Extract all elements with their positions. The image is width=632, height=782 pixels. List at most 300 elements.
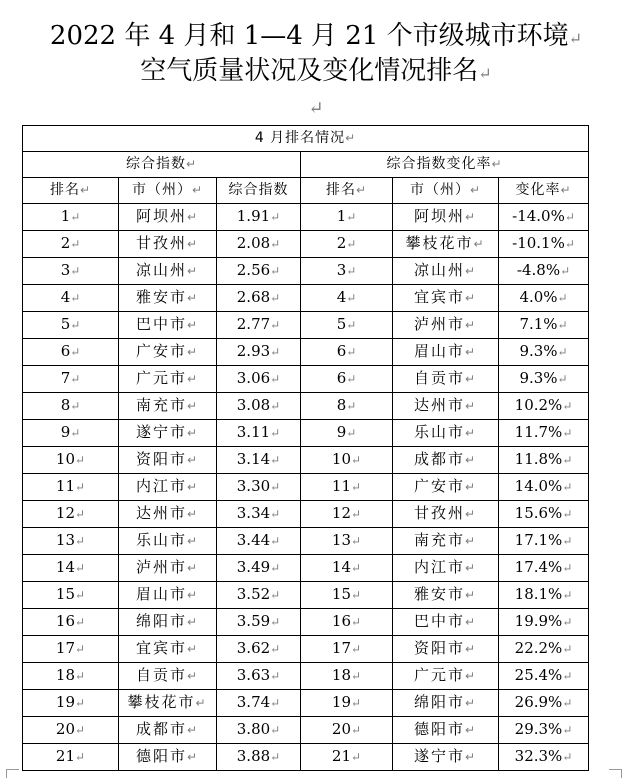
cell-rank[interactable]: [23, 285, 119, 312]
cell-text: 26.9%: [514, 693, 563, 711]
cell-text: 3.08: [236, 396, 271, 414]
cell-change-rate[interactable]: [499, 582, 589, 609]
table-row: [23, 690, 589, 717]
cell-change-city[interactable]: [393, 609, 499, 636]
cell-change-rate[interactable]: [499, 339, 589, 366]
cell-end-mark-icon: ↵: [186, 642, 200, 656]
cell-end-mark-icon: ↵: [186, 534, 200, 548]
cell-change-city[interactable]: [393, 582, 499, 609]
cell-change-rate[interactable]: [499, 393, 589, 420]
cell-end-mark-icon: ↵: [270, 750, 281, 764]
cell-text: 雅安市: [413, 585, 465, 603]
cell-end-mark-icon: ↵: [270, 399, 281, 413]
cell-change-rank[interactable]: [301, 231, 393, 258]
cell-end-mark-icon: ↵: [75, 534, 86, 548]
cell-change-rate[interactable]: [499, 555, 589, 582]
cell-end-mark-icon: ↵: [562, 669, 573, 683]
cell-change-rank[interactable]: [301, 474, 393, 501]
cell-text: 2.77: [236, 315, 271, 333]
cell-end-mark-icon: ↵: [186, 264, 200, 278]
group-header-change-rate[interactable]: [301, 152, 589, 178]
cell-end-mark-icon: ↵: [75, 507, 86, 521]
col-header-text: 市（州）: [131, 182, 192, 198]
cell-rank[interactable]: [23, 204, 119, 231]
cell-change-rank[interactable]: [301, 285, 393, 312]
cell-change-rate[interactable]: [499, 231, 589, 258]
cell-text: 21: [331, 747, 352, 765]
cell-city[interactable]: [119, 339, 217, 366]
cell-end-mark-icon: ↵: [560, 183, 572, 197]
cell-index[interactable]: [217, 366, 301, 393]
cell-end-mark-icon: ↵: [351, 588, 362, 602]
cell-text: 9.3%: [519, 342, 558, 360]
cell-rank[interactable]: [23, 474, 119, 501]
cell-text: 19.9%: [514, 612, 563, 630]
cell-index[interactable]: [217, 474, 301, 501]
cell-text: 11: [331, 477, 352, 495]
cell-change-rank[interactable]: [301, 744, 393, 771]
cell-change-rank[interactable]: [301, 582, 393, 609]
cell-index[interactable]: [217, 420, 301, 447]
cell-text: 南充市: [135, 396, 187, 414]
cell-end-mark-icon: ↵: [270, 561, 281, 575]
cell-text: 3.88: [236, 747, 271, 765]
cell-text: 11.7%: [514, 423, 563, 441]
cell-end-mark-icon: ↵: [186, 237, 200, 251]
cell-text: 13: [55, 531, 76, 549]
cell-text: 21: [55, 747, 76, 765]
cell-change-city[interactable]: [393, 501, 499, 528]
cell-text: 14: [331, 558, 352, 576]
cell-text: 乐山市: [413, 423, 465, 441]
table-column-header-row: [23, 178, 589, 204]
cell-end-mark-icon: ↵: [346, 210, 357, 224]
table-row: [23, 393, 589, 420]
cell-text: 泸州市: [135, 558, 187, 576]
cell-end-mark-icon: ↵: [346, 237, 357, 251]
cell-end-mark-icon: ↵: [186, 318, 200, 332]
cell-end-mark-icon: ↵: [464, 534, 478, 548]
cell-index[interactable]: [217, 393, 301, 420]
cell-text: 2.68: [236, 288, 271, 306]
cell-end-mark-icon: ↵: [464, 615, 478, 629]
cell-change-city[interactable]: [393, 555, 499, 582]
cell-text: 6: [336, 342, 347, 360]
cell-city[interactable]: [119, 717, 217, 744]
cell-change-rank[interactable]: [301, 555, 393, 582]
cell-index[interactable]: [217, 447, 301, 474]
cell-rank[interactable]: [23, 231, 119, 258]
cell-end-mark-icon: ↵: [345, 131, 357, 145]
cell-change-rank[interactable]: [301, 717, 393, 744]
cell-change-city[interactable]: [393, 285, 499, 312]
cell-rank[interactable]: [23, 690, 119, 717]
cell-index[interactable]: [217, 690, 301, 717]
cell-change-rank[interactable]: [301, 339, 393, 366]
cell-end-mark-icon: ↵: [351, 669, 362, 683]
cell-change-rate[interactable]: [499, 420, 589, 447]
cell-change-city[interactable]: [393, 420, 499, 447]
cell-rank[interactable]: [23, 609, 119, 636]
cell-text: 22.2%: [514, 639, 563, 657]
cell-index[interactable]: [217, 501, 301, 528]
table-group-header-row: [23, 152, 589, 178]
table-row: [23, 420, 589, 447]
cell-text: 3.59: [236, 612, 271, 630]
cell-end-mark-icon: ↵: [270, 669, 281, 683]
cell-end-mark-icon: ↵: [270, 345, 281, 359]
cell-text: 达州市: [135, 504, 187, 522]
cell-change-rate[interactable]: [499, 258, 589, 285]
cell-end-mark-icon: ↵: [75, 561, 86, 575]
cell-end-mark-icon: ↵: [564, 237, 575, 251]
cell-end-mark-icon: ↵: [351, 696, 362, 710]
cell-rank[interactable]: [23, 528, 119, 555]
cell-rank[interactable]: [23, 393, 119, 420]
col-header-text: 综合指数: [228, 182, 289, 198]
cell-change-city[interactable]: [393, 636, 499, 663]
cell-text: -14.0%: [512, 207, 565, 225]
table-row: [23, 366, 589, 393]
cell-text: 达州市: [413, 396, 465, 414]
cell-index[interactable]: [217, 663, 301, 690]
cell-city[interactable]: [119, 609, 217, 636]
cell-city[interactable]: [119, 663, 217, 690]
table-row: [23, 204, 589, 231]
cell-city[interactable]: [119, 285, 217, 312]
cell-city[interactable]: [119, 258, 217, 285]
cell-rank[interactable]: [23, 501, 119, 528]
cell-change-rank[interactable]: [301, 609, 393, 636]
cell-change-rate[interactable]: [499, 690, 589, 717]
cell-end-mark-icon: ↵: [346, 318, 357, 332]
cell-text: 5: [336, 315, 347, 333]
cell-change-rate[interactable]: [499, 366, 589, 393]
col-header-city[interactable]: [119, 178, 217, 204]
cell-end-mark-icon: ↵: [270, 588, 281, 602]
cell-text: 绵阳市: [135, 612, 187, 630]
cell-text: 3.14: [236, 450, 271, 468]
cell-end-mark-icon: ↵: [562, 561, 573, 575]
cell-change-rate[interactable]: [499, 717, 589, 744]
cell-change-rank[interactable]: [301, 447, 393, 474]
cell-change-rank[interactable]: [301, 528, 393, 555]
cell-end-mark-icon: ↵: [557, 318, 568, 332]
cell-text: 13: [331, 531, 352, 549]
cell-change-rank[interactable]: [301, 420, 393, 447]
cell-text: 15.6%: [514, 504, 563, 522]
cell-end-mark-icon: ↵: [270, 426, 281, 440]
cell-end-mark-icon: ↵: [70, 372, 81, 386]
cell-change-rank[interactable]: [301, 690, 393, 717]
paragraph-mark-icon: ↵: [478, 64, 492, 83]
col-header-text: 排名: [325, 182, 356, 198]
cell-rank[interactable]: [23, 636, 119, 663]
table-row: [23, 312, 589, 339]
cell-end-mark-icon: ↵: [464, 453, 478, 467]
cell-end-mark-icon: ↵: [464, 264, 478, 278]
cell-end-mark-icon: ↵: [75, 669, 86, 683]
cell-text: 8: [336, 396, 347, 414]
cell-end-mark-icon: ↵: [186, 345, 200, 359]
cell-change-rank[interactable]: [301, 663, 393, 690]
cell-text: 内江市: [413, 558, 465, 576]
cell-change-rank[interactable]: [301, 258, 393, 285]
cell-change-rate[interactable]: [499, 447, 589, 474]
cell-end-mark-icon: ↵: [186, 291, 200, 305]
cell-change-city[interactable]: [393, 690, 499, 717]
cell-index[interactable]: [217, 717, 301, 744]
cell-text: 2: [336, 234, 347, 252]
cell-end-mark-icon: ↵: [464, 210, 478, 224]
cell-index[interactable]: [217, 312, 301, 339]
table-row: [23, 717, 589, 744]
table-row: [23, 663, 589, 690]
cell-end-mark-icon: ↵: [270, 291, 281, 305]
cell-change-city[interactable]: [393, 366, 499, 393]
cell-text: 遂宁市: [135, 423, 187, 441]
cell-city[interactable]: [119, 231, 217, 258]
cell-index[interactable]: [217, 744, 301, 771]
cell-end-mark-icon: ↵: [562, 507, 573, 521]
cell-change-rate[interactable]: [499, 285, 589, 312]
cell-change-city[interactable]: [393, 231, 499, 258]
title-line-2-text: 空气质量状况及变化情况排名: [140, 56, 479, 86]
table-caption-cell[interactable]: [23, 126, 589, 152]
cell-rank[interactable]: [23, 555, 119, 582]
cell-city[interactable]: [119, 393, 217, 420]
cell-text: 8: [60, 396, 71, 414]
cell-text: 18.1%: [514, 585, 563, 603]
cell-rank[interactable]: [23, 717, 119, 744]
cell-text: 攀枝花市: [405, 234, 474, 252]
cell-change-city[interactable]: [393, 258, 499, 285]
cell-end-mark-icon: ↵: [351, 615, 362, 629]
cell-change-city[interactable]: [393, 339, 499, 366]
table-row: [23, 447, 589, 474]
cell-text: 7: [60, 369, 71, 387]
cell-city[interactable]: [119, 474, 217, 501]
cell-text: 16: [55, 612, 76, 630]
cell-change-rank[interactable]: [301, 204, 393, 231]
cell-text: 凉山州: [135, 261, 187, 279]
table-caption: 4 月排名情况: [254, 130, 346, 146]
cell-end-mark-icon: ↵: [464, 642, 478, 656]
cell-text: 广元市: [135, 369, 187, 387]
cell-text: 巴中市: [135, 315, 187, 333]
cell-text: 广安市: [413, 477, 465, 495]
cell-city[interactable]: [119, 312, 217, 339]
cell-end-mark-icon: ↵: [70, 318, 81, 332]
cell-index[interactable]: [217, 636, 301, 663]
cell-change-rank[interactable]: [301, 501, 393, 528]
cell-text: -4.8%: [516, 261, 561, 279]
cell-end-mark-icon: ↵: [79, 183, 92, 197]
cell-text: 成都市: [135, 720, 187, 738]
cell-end-mark-icon: ↵: [464, 723, 478, 737]
col-header-rank-2[interactable]: [301, 178, 393, 204]
cell-text: 19: [331, 693, 352, 711]
cell-change-city[interactable]: [393, 204, 499, 231]
cell-end-mark-icon: ↵: [186, 750, 200, 764]
cell-index[interactable]: [217, 528, 301, 555]
cell-end-mark-icon: ↵: [562, 588, 573, 602]
cell-rank[interactable]: [23, 312, 119, 339]
cell-city[interactable]: [119, 204, 217, 231]
cell-text: 阿坝州: [413, 207, 465, 225]
cell-text: 3.06: [236, 369, 271, 387]
cell-city[interactable]: [119, 447, 217, 474]
cell-text: 10: [55, 450, 76, 468]
cell-change-rate[interactable]: [499, 501, 589, 528]
cell-text: 3: [336, 261, 347, 279]
cell-text: 5: [60, 315, 71, 333]
cell-index[interactable]: [217, 285, 301, 312]
table-row: [23, 744, 589, 771]
cell-text: 10.2%: [514, 396, 563, 414]
group-header-composite-index[interactable]: [23, 152, 301, 178]
cell-change-city[interactable]: [393, 663, 499, 690]
cell-end-mark-icon: ↵: [70, 291, 81, 305]
cell-text: 1.91: [236, 207, 271, 225]
cell-end-mark-icon: ↵: [270, 210, 281, 224]
cell-end-mark-icon: ↵: [270, 237, 281, 251]
cell-index[interactable]: [217, 258, 301, 285]
cell-change-rate[interactable]: [499, 204, 589, 231]
cell-text: 遂宁市: [413, 747, 465, 765]
cell-end-mark-icon: ↵: [562, 426, 573, 440]
cell-end-mark-icon: ↵: [186, 588, 200, 602]
cell-city[interactable]: [119, 636, 217, 663]
cell-change-city[interactable]: [393, 474, 499, 501]
cell-end-mark-icon: ↵: [562, 750, 573, 764]
cell-index[interactable]: [217, 582, 301, 609]
col-header-rank[interactable]: [23, 178, 119, 204]
cell-change-city[interactable]: [393, 744, 499, 771]
cell-change-city[interactable]: [393, 312, 499, 339]
cell-rank[interactable]: [23, 258, 119, 285]
cell-change-city[interactable]: [393, 393, 499, 420]
cell-end-mark-icon: ↵: [351, 480, 362, 494]
cell-change-rate[interactable]: [499, 663, 589, 690]
cell-change-rank[interactable]: [301, 312, 393, 339]
cell-end-mark-icon: ↵: [351, 642, 362, 656]
cell-city[interactable]: [119, 744, 217, 771]
cell-index[interactable]: [217, 555, 301, 582]
cell-text: 7.1%: [519, 315, 558, 333]
cell-rank[interactable]: [23, 582, 119, 609]
cell-text: 绵阳市: [413, 693, 465, 711]
cell-end-mark-icon: ↵: [185, 157, 198, 171]
cell-end-mark-icon: ↵: [75, 750, 86, 764]
cell-rank[interactable]: [23, 339, 119, 366]
col-header-index[interactable]: [217, 178, 301, 204]
cell-text: 14: [55, 558, 76, 576]
cell-text: 甘孜州: [135, 234, 187, 252]
cell-change-rate[interactable]: [499, 312, 589, 339]
cell-text: 自贡市: [135, 666, 187, 684]
cell-city[interactable]: [119, 528, 217, 555]
cell-end-mark-icon: ↵: [186, 399, 200, 413]
cell-change-city[interactable]: [393, 528, 499, 555]
cell-city[interactable]: [119, 420, 217, 447]
cell-end-mark-icon: ↵: [75, 588, 86, 602]
cell-end-mark-icon: ↵: [70, 399, 81, 413]
cell-end-mark-icon: ↵: [562, 399, 573, 413]
cell-text: 3.49: [236, 558, 271, 576]
cell-text: 宜宾市: [413, 288, 465, 306]
cell-index[interactable]: [217, 609, 301, 636]
cell-text: 12: [331, 504, 352, 522]
cell-rank[interactable]: [23, 366, 119, 393]
cell-end-mark-icon: ↵: [464, 318, 478, 332]
cell-text: 17.1%: [514, 531, 563, 549]
cell-end-mark-icon: ↵: [464, 696, 478, 710]
cell-city[interactable]: [119, 366, 217, 393]
group-left-label: 综合指数: [125, 156, 186, 172]
cell-end-mark-icon: ↵: [70, 345, 81, 359]
cell-end-mark-icon: ↵: [186, 372, 200, 386]
cell-index[interactable]: [217, 231, 301, 258]
table-caption-row: [23, 126, 589, 152]
cell-end-mark-icon: ↵: [270, 723, 281, 737]
cell-text: 25.4%: [514, 666, 563, 684]
cell-rank[interactable]: [23, 663, 119, 690]
col-header-change-rate[interactable]: [499, 178, 589, 204]
cell-end-mark-icon: ↵: [186, 426, 200, 440]
cell-end-mark-icon: ↵: [464, 291, 478, 305]
cell-change-rank[interactable]: [301, 366, 393, 393]
cell-text: 3.11: [236, 423, 271, 441]
cell-city[interactable]: [119, 690, 217, 717]
cell-change-rank[interactable]: [301, 393, 393, 420]
cell-rank[interactable]: [23, 447, 119, 474]
cell-text: 16: [331, 612, 352, 630]
cell-end-mark-icon: ↵: [351, 723, 362, 737]
table-row: [23, 582, 589, 609]
cell-text: 3.80: [236, 720, 271, 738]
table-row: [23, 501, 589, 528]
cell-rank[interactable]: [23, 420, 119, 447]
cell-change-rate[interactable]: [499, 744, 589, 771]
cell-city[interactable]: [119, 501, 217, 528]
cell-change-city[interactable]: [393, 447, 499, 474]
table-row: [23, 555, 589, 582]
title-line-1-text: 2022 年 4 月和 1—4 月 21 个市级城市环境: [49, 21, 569, 51]
cell-text: 3.52: [236, 585, 271, 603]
cell-change-rate[interactable]: [499, 528, 589, 555]
cell-end-mark-icon: ↵: [75, 480, 86, 494]
cell-end-mark-icon: ↵: [75, 723, 86, 737]
cell-change-rate[interactable]: [499, 474, 589, 501]
cell-change-city[interactable]: [393, 717, 499, 744]
cell-end-mark-icon: ↵: [562, 723, 573, 737]
cell-text: 德阳市: [413, 720, 465, 738]
cell-end-mark-icon: ↵: [560, 264, 571, 278]
cell-index[interactable]: [217, 204, 301, 231]
cell-change-rate[interactable]: [499, 609, 589, 636]
table-row: [23, 285, 589, 312]
cell-index[interactable]: [217, 339, 301, 366]
cell-end-mark-icon: ↵: [346, 426, 357, 440]
table-row: [23, 528, 589, 555]
col-header-city-2[interactable]: [393, 178, 499, 204]
cell-city[interactable]: [119, 582, 217, 609]
cell-change-rate[interactable]: [499, 636, 589, 663]
cell-rank[interactable]: [23, 744, 119, 771]
cell-city[interactable]: [119, 555, 217, 582]
cell-change-rank[interactable]: [301, 636, 393, 663]
